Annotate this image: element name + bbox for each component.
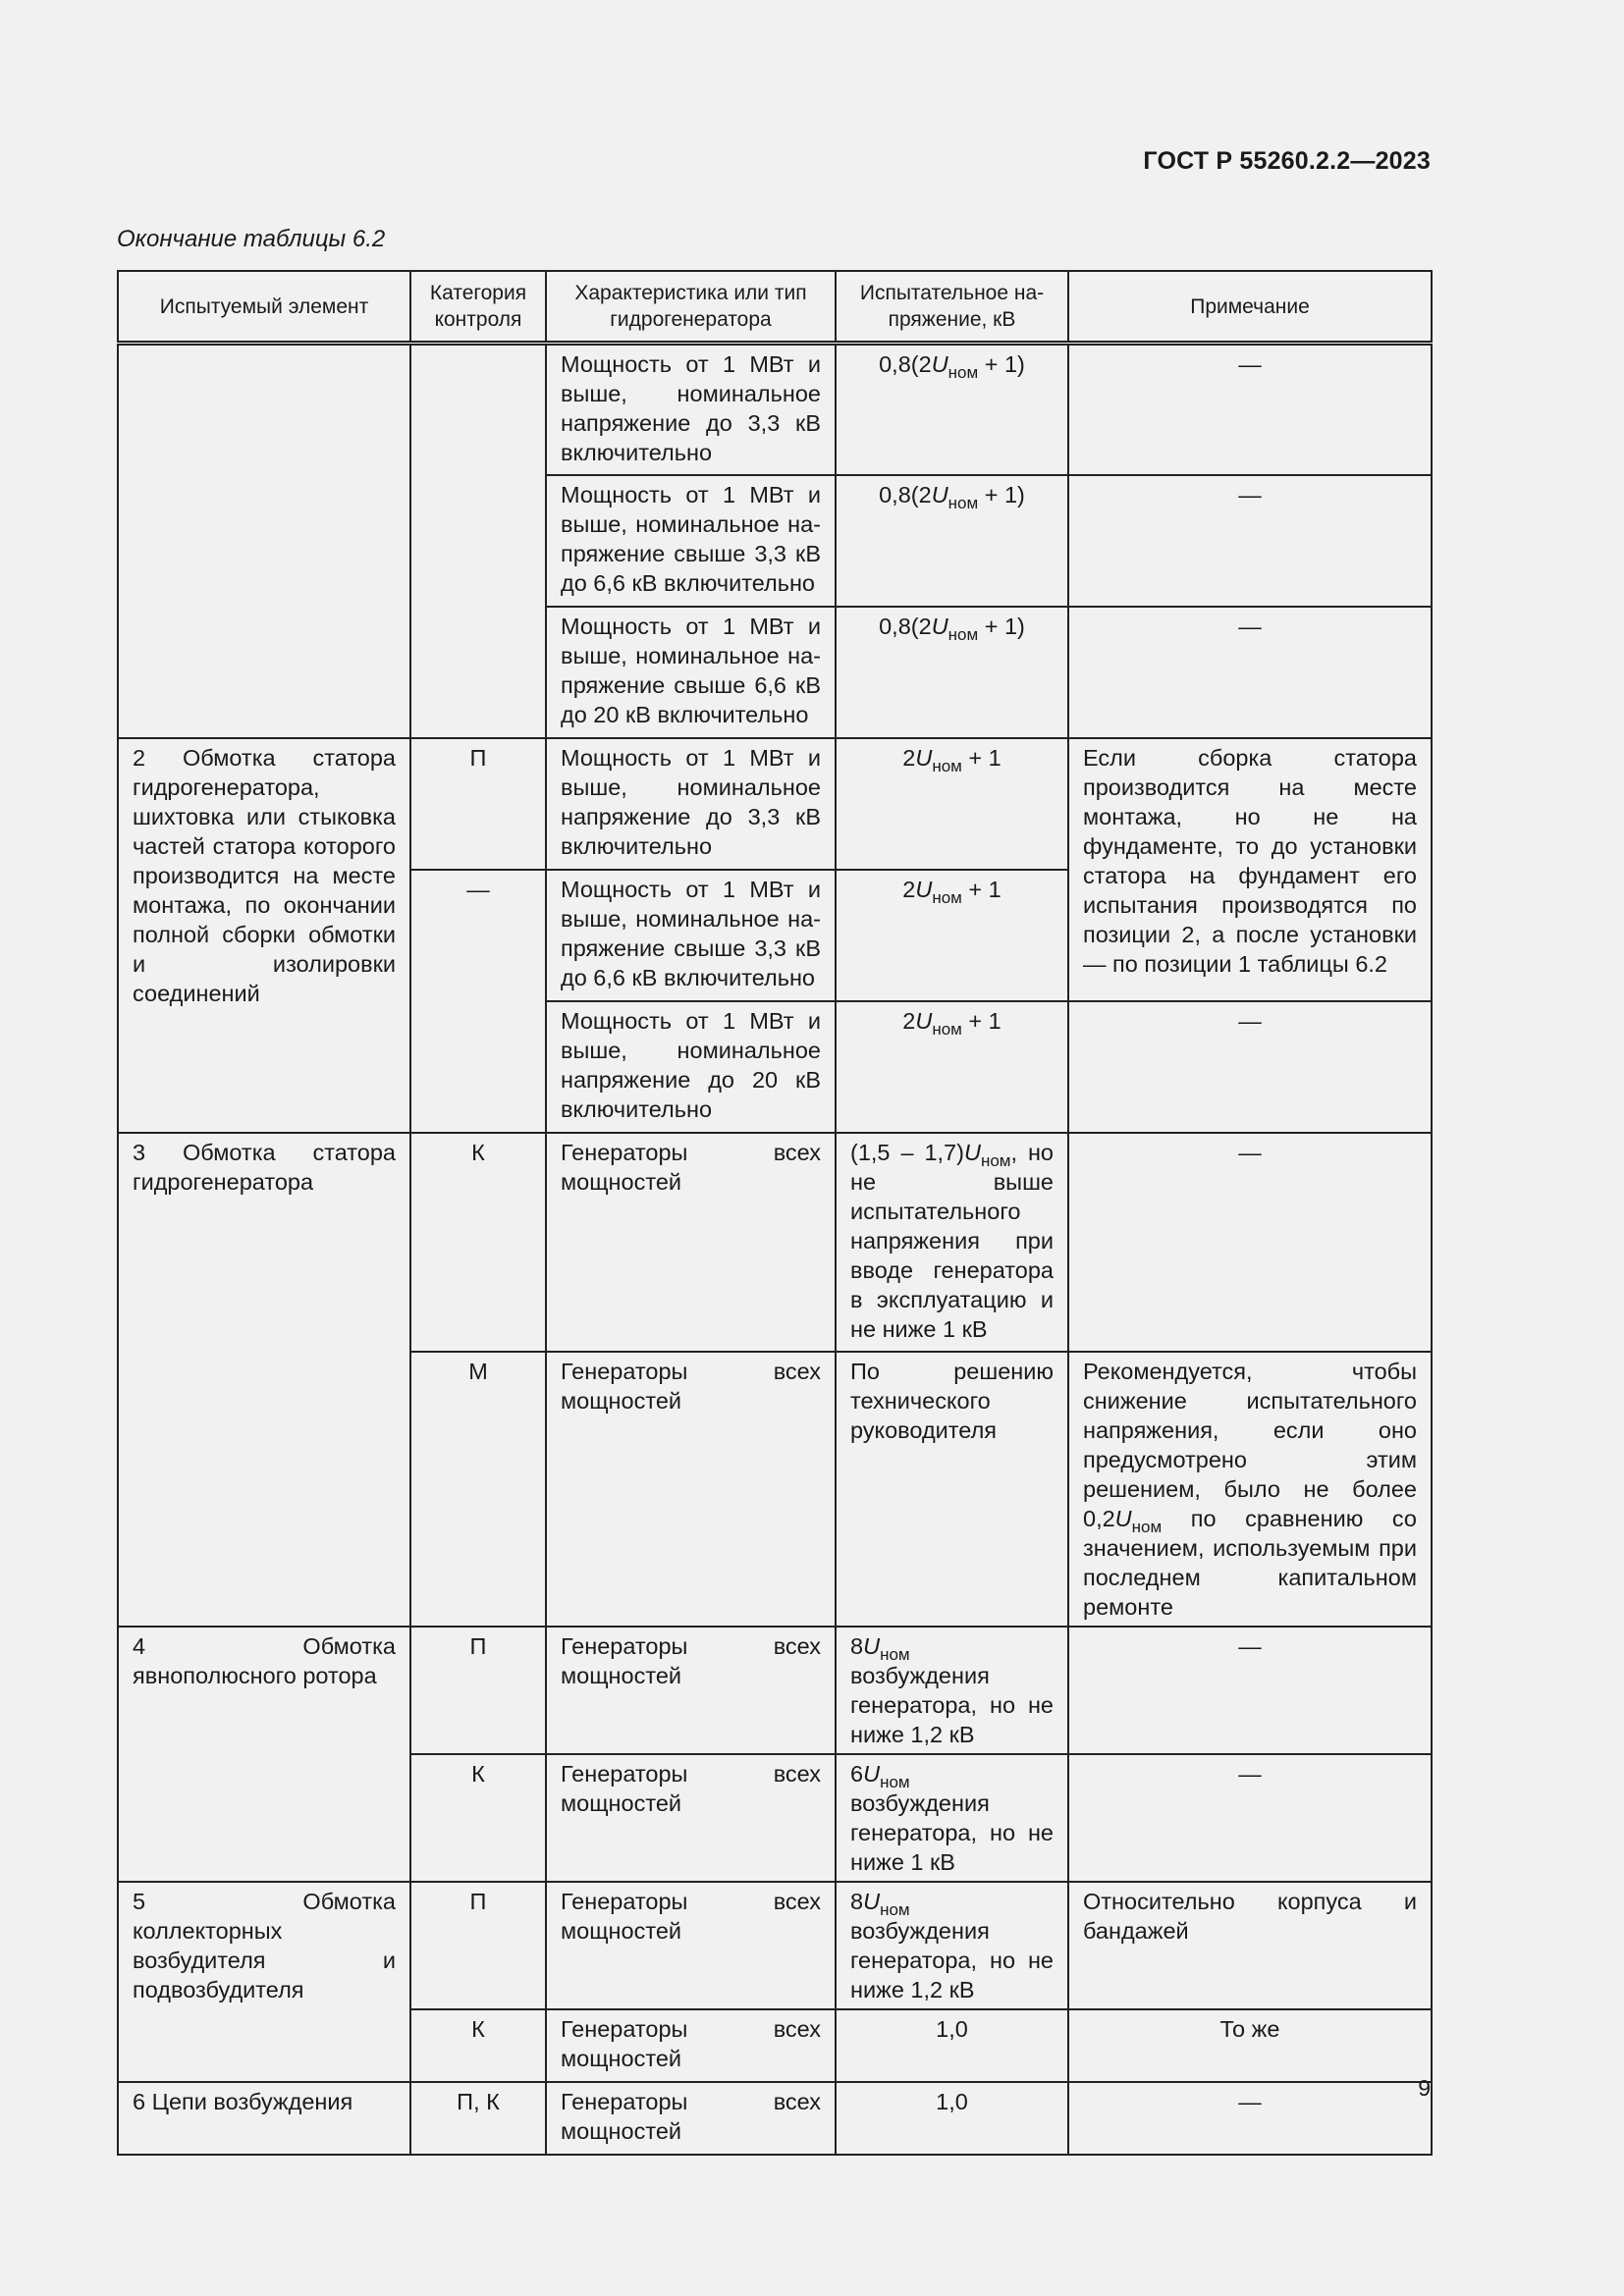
- table-header-row: [118, 271, 1432, 344]
- table-row: [118, 1627, 1432, 1754]
- characteristic-cell: Генераторы всех мощностей: [546, 2009, 836, 2082]
- voltage-cell: 1,0: [836, 2009, 1068, 2082]
- category-cell: К: [410, 1133, 546, 1352]
- table-row: [118, 2082, 1432, 2155]
- voltage-cell: $2U_{ном} + 1$: [836, 738, 1068, 870]
- voltage-cell: 1,0: [836, 2082, 1068, 2155]
- note-cell: Относительно корпуса и бандажей: [1068, 1882, 1432, 2009]
- voltage-cell: $(1,5 - 1,7)U_{ном}$, но не выше испытательного напряжения при вводе генератора в эксплуатацию и не ниже 1 кВ: [836, 1133, 1068, 1352]
- category-cell: К: [410, 2009, 546, 2082]
- note-cell: То же: [1068, 2009, 1432, 2082]
- table-row: [118, 1882, 1432, 2009]
- voltage-cell: $8U_{ном}$ возбуждения генератора, но не ниже 1,2 кВ: [836, 1882, 1068, 2009]
- note-cell: —: [1068, 1001, 1432, 1133]
- element-cell: 3 Обмотка статора гидрогенератора: [118, 1133, 410, 1627]
- col-header-characteristic: Характеристика или тип гидрогенератора: [546, 271, 836, 344]
- category-cell: К: [410, 1754, 546, 1882]
- table-row: [118, 344, 1432, 475]
- table-row: [118, 1133, 1432, 1352]
- element-cell: 2 Обмотка статора гидрогенератора, шихтовка или стыковка частей статора которого производится на месте монтажа, по окончании полной сборки обмотки и изолировки соединений: [118, 738, 410, 1133]
- col-header-note: Примечание: [1068, 271, 1432, 344]
- characteristic-cell: Генераторы всех мощностей: [546, 2082, 836, 2155]
- voltage-cell: $0,8(2U_{ном} + 1)$: [836, 607, 1068, 738]
- test-voltage-table: [117, 270, 1433, 2156]
- characteristic-cell: Генераторы всех мощностей: [546, 1352, 836, 1627]
- document-designation: ГОСТ Р 55260.2.2—2023: [1143, 147, 1431, 175]
- voltage-cell: $8U_{ном}$ возбуждения генератора, но не ниже 1,2 кВ: [836, 1627, 1068, 1754]
- page-number: 9: [1418, 2075, 1431, 2101]
- characteristic-cell: Генераторы всех мощностей: [546, 1627, 836, 1754]
- col-header-voltage: Испытательное на-пряжение, кВ: [836, 271, 1068, 344]
- category-cell: М: [410, 1352, 546, 1627]
- characteristic-cell: Генераторы всех мощностей: [546, 1882, 836, 2009]
- note-cell: —: [1068, 344, 1432, 475]
- col-header-category: Категория контроля: [410, 271, 546, 344]
- category-cell: —: [410, 870, 546, 1133]
- category-cell: П: [410, 738, 546, 870]
- characteristic-cell: Мощность от 1 МВт и выше, номинальное напряжение до 3,3 кВ включительно: [546, 738, 836, 870]
- voltage-cell: $2U_{ном} + 1$: [836, 870, 1068, 1001]
- category-cell: П: [410, 1882, 546, 2009]
- characteristic-cell: Генераторы всех мощностей: [546, 1133, 836, 1352]
- category-cell: П, К: [410, 2082, 546, 2155]
- characteristic-cell: Мощность от 1 МВт и выше, номинальное на-пряжение свыше 3,3 кВ до 6,6 кВ включительно: [546, 475, 836, 607]
- characteristic-cell: Мощность от 1 МВт и выше, номинальное напряжение до 3,3 кВ включительно: [546, 344, 836, 475]
- characteristic-cell: Мощность от 1 МВт и выше, номинальное напряжение до 20 кВ включительно: [546, 1001, 836, 1133]
- characteristic-cell: Мощность от 1 МВт и выше, номинальное на-пряжение свыше 3,3 кВ до 6,6 кВ включительно: [546, 870, 836, 1001]
- note-cell: —: [1068, 2082, 1432, 2155]
- note-cell: —: [1068, 475, 1432, 607]
- note-cell: —: [1068, 1133, 1432, 1352]
- characteristic-cell: Генераторы всех мощностей: [546, 1754, 836, 1882]
- element-cell-empty: [118, 344, 410, 738]
- table-row: [118, 738, 1432, 870]
- voltage-cell: $0,8(2U_{ном} + 1)$: [836, 344, 1068, 475]
- note-cell: Если сборка статора производится на месте монтажа, но не на фундаменте, то до установки статора на фундамент его испытания производятся по позиции 2, а после установки — по позиции 1 таблицы 6.2: [1068, 738, 1432, 1001]
- element-cell: 5 Обмотка коллекторных возбудителя и подвозбудителя: [118, 1882, 410, 2082]
- voltage-cell: $6U_{ном}$ возбуждения генератора, но не ниже 1 кВ: [836, 1754, 1068, 1882]
- note-cell: —: [1068, 607, 1432, 738]
- table-caption: Окончание таблицы 6.2: [117, 226, 386, 252]
- col-header-element: Испытуемый элемент: [118, 271, 410, 344]
- voltage-cell: $0,8(2U_{ном} + 1)$: [836, 475, 1068, 607]
- note-cell: Рекомендуется, чтобы снижение испытательного напряжения, если оно предусмотрено этим решением, было не более $0,2U_{ном}$ по сравнению со значением, используемым при последнем капитальном ремонте: [1068, 1352, 1432, 1627]
- note-cell: —: [1068, 1754, 1432, 1882]
- category-cell-empty: [410, 344, 546, 738]
- voltage-cell: $2U_{ном} + 1$: [836, 1001, 1068, 1133]
- voltage-cell: По решению технического руководителя: [836, 1352, 1068, 1627]
- note-cell: —: [1068, 1627, 1432, 1754]
- element-cell: 4 Обмотка явнополюсного ротора: [118, 1627, 410, 1882]
- element-cell: 6 Цепи возбуждения: [118, 2082, 410, 2155]
- characteristic-cell: Мощность от 1 МВт и выше, номинальное на-пряжение свыше 6,6 кВ до 20 кВ включительно: [546, 607, 836, 738]
- category-cell: П: [410, 1627, 546, 1754]
